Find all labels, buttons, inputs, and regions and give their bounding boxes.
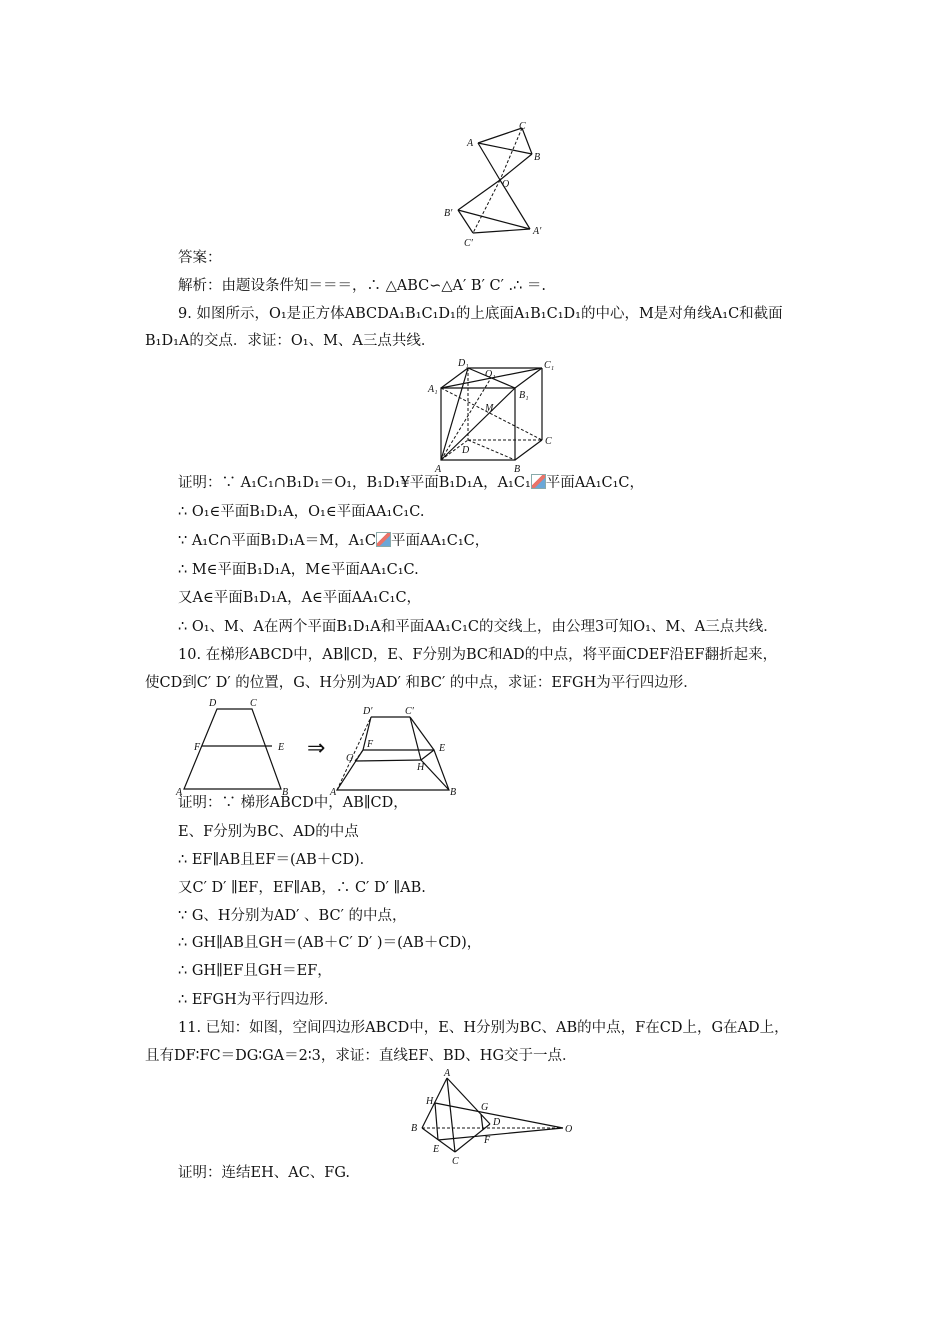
label-e2: E [439,743,446,754]
label-a: A [467,138,474,149]
proof10-line3: ∴ EF∥AB且EF＝(AB＋CD)． [178,852,375,868]
label-c1: C₁ [544,360,555,371]
proof9-line3 [178,531,489,551]
proof9-line1-part2: 平面AA₁C₁C， [545,475,645,491]
label-d: D [209,698,217,709]
label-g: G [346,753,354,764]
broken-image-icon [531,474,546,489]
label-a: A [444,1068,451,1079]
proof11-line1: 证明：连结EH、AC、FG. [178,1165,351,1181]
problem11-line1: 11. 已知：如图，空间四边形ABCD中，E、H分别为BC、AB的中点，F在CD上，G在AD上， [178,1020,789,1036]
proof9-line1 [178,473,644,493]
label-d1: D₁ [458,358,469,369]
proof9-line2: ∴ O₁∈平面B₁D₁A，O₁∈平面AA₁C₁C. [178,504,425,520]
label-b: B [514,464,521,475]
proof9-line4: ∴ M∈平面B₁D₁A，M∈平面AA₁C₁C. [178,562,419,578]
label-m: M [485,403,494,414]
problem11-line2: 且有DF∶FC＝DG∶GA＝2∶3，求证：直线EF、BD、HG交于一点． [145,1048,577,1064]
label-b: B [534,152,541,163]
label-f2: F [367,739,374,750]
label-b2: B [450,787,457,798]
label-b: B [411,1123,418,1134]
proof9-line5: 又A∈平面B₁D₁A，A∈平面AA₁C₁C， [178,590,422,606]
answer-line: 答案： [178,250,222,266]
label-e: E [433,1144,440,1155]
problem9-line2: B₁D₁A的交点．求证：O₁、M、A三点共线． [145,333,436,349]
problem9-line1: 9. 如图所示，O₁是正方体ABCDA₁B₁C₁D₁的上底面A₁B₁C₁D₁的中心，M是对角线A₁C和截面 [178,306,783,322]
problem10-line1: 10. 在梯形ABCD中，AB∥CD，E、F分别为BC和AD的中点，将平面CDEF沿EF翻折起来， [178,647,778,663]
label-d: D [493,1117,501,1128]
proof10-line5: ∵ G、H分别为AD′ 、BC′ 的中点， [178,908,407,924]
label-f: F [484,1135,491,1146]
proof10-line7: ∴ GH∥EF且GH＝EF， [178,963,332,979]
figure-cube [425,356,560,476]
label-c: C [250,698,257,709]
problem10-line2: 使CD到C′ D′ 的位置，G、H分别为AD′ 和BC′ 的中点，求证：EFGH为平行四边形． [145,675,698,691]
label-c: C [545,436,552,447]
figure-spatial-quadrilateral [405,1068,580,1168]
proof10-line6: ∴ GH∥AB且GH＝(AB＋C′ D′ )＝(AB＋CD)， [178,935,482,951]
label-e: E [278,742,285,753]
label-o: O [565,1124,573,1135]
proof10-line2: E、F分别为BC、AD的中点 [178,824,359,840]
figure-triangles-through-o [440,120,550,252]
proof10-line8: ∴ EFGH为平行四边形． [178,992,339,1008]
label-c: C [452,1156,459,1167]
label-h: H [417,762,425,773]
label-b1: B₁ [519,390,529,401]
label-a: A [435,464,442,475]
label-d: D [462,445,470,456]
label-b: B [282,787,289,798]
label-g: G [481,1102,489,1113]
label-h: H [426,1096,434,1107]
label-b-prime: B′ [444,208,453,219]
proof10-line4: 又C′ D′ ∥EF，EF∥AB，∴ C′ D′ ∥AB. [178,880,426,896]
proof9-line1-part1: 证明：∵ A₁C₁∩B₁D₁＝O₁，B₁D₁¥平面B₁D₁A，A₁C₁ [178,475,531,491]
analysis-line: 解析：由题设条件知＝＝＝，∴ △ABC∽△A′ B′ C′ .∴ ＝. [178,278,547,294]
proof9-line3-part1: ∵ A₁C∩平面B₁D₁A＝M，A₁C [178,533,376,549]
proof10-line1: 证明：∵ 梯形ABCD中，AB∥CD， [178,795,408,811]
label-c: C [519,121,526,132]
fold-arrow: ⇒ [307,735,326,760]
label-a1: A₁ [428,384,438,395]
label-o1: O₁ [485,369,496,380]
label-c-prime: C′ [464,238,473,249]
figure-trapezoid-fold [172,695,467,799]
label-f: F [194,742,201,753]
label-a2: A [330,787,337,798]
label-a-prime: A′ [533,226,542,237]
proof9-line3-part2: 平面AA₁C₁C， [390,533,490,549]
broken-image-icon [376,532,391,547]
label-d-prime: D′ [363,706,373,717]
proof9-line6: ∴ O₁、M、A在两个平面B₁D₁A和平面AA₁C₁C的交线上，由公理3可知O₁、M、A三点共线． [178,619,778,635]
label-a: A [176,787,183,798]
label-c-prime: C′ [405,706,414,717]
label-o: O [502,179,510,190]
